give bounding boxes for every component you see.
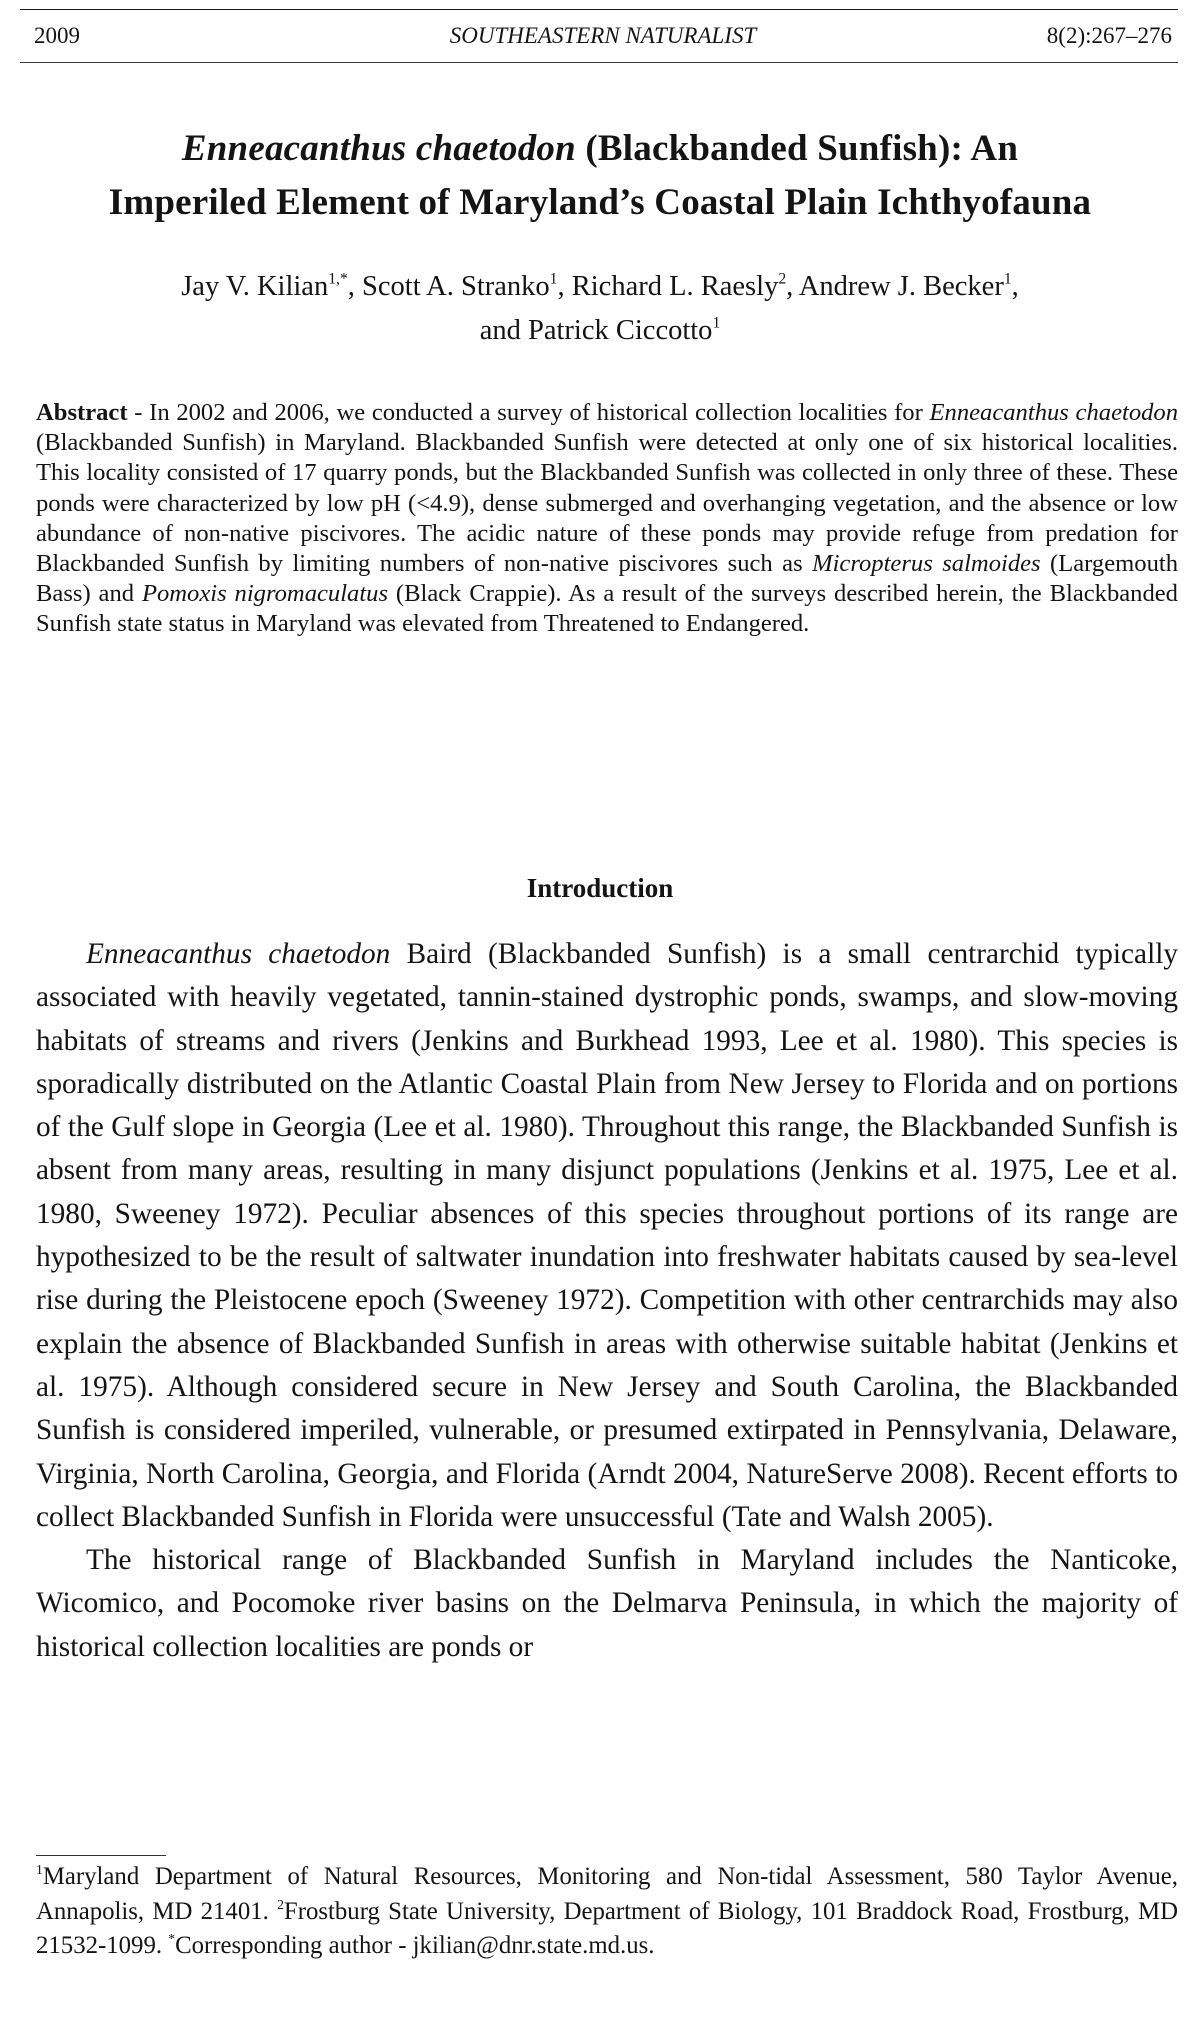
footnote-rule — [36, 1855, 166, 1856]
publication-year: 2009 — [34, 23, 80, 48]
author-line-1 — [20, 265, 1180, 309]
journal-name: SOUTHEASTERN NATURALIST — [449, 23, 757, 48]
author-list — [20, 265, 1180, 353]
introduction-body — [36, 933, 1178, 1669]
footnote-affiliation-2: Frostburg State University, Department of Biology, 101 Braddock Road, Frostburg, MD 21532-1099. — [36, 1897, 1178, 1959]
author-name: Jay V. Kilian — [181, 271, 329, 302]
author-separator: , — [557, 271, 572, 302]
footnote-affiliation-1: Maryland Department of Natural Resources, Monitoring and Non-tidal Assessment, 580 Taylor Avenue, Annapolis, MD 21401. — [36, 1863, 1178, 1925]
footnote-mark: * — [168, 1930, 176, 1946]
article-title — [20, 122, 1180, 230]
author-name: Andrew J. Becker — [798, 271, 1004, 302]
abstract-species-name: Micropterus salmoides — [812, 550, 1041, 578]
title-line-1 — [20, 122, 1180, 176]
abstract-text: - In 2002 and 2006, we conducted a survey of historical collection localities for — [127, 399, 930, 426]
author-affiliation-mark: 1 — [549, 270, 558, 288]
volume-pages: 8(2):267–276 — [1046, 23, 1172, 48]
abstract-label: Abstract — [36, 399, 128, 426]
author-name: and Patrick Ciccotto — [479, 315, 713, 346]
author-affiliation-mark: 1 — [1003, 270, 1012, 288]
author-name: Scott A. Stranko — [362, 271, 550, 302]
abstract-species-name: Pomoxis nigromaculatus — [141, 580, 389, 608]
body-species-name: Enneacanthus chaetodon — [86, 938, 391, 970]
abstract-text: (Black Crappie). As a result of the surveys described herein, the Blackbanded Sunfish state status in Maryland was elevated from Threatened to Endangered. — [36, 580, 1178, 638]
abstract — [36, 398, 1178, 640]
section-heading-introduction: Introduction — [526, 873, 674, 903]
footnote-corresponding-author: Corresponding author - jkilian@dnr.state.md.us. — [175, 1932, 655, 1959]
author-separator: , — [786, 271, 799, 302]
running-head — [34, 18, 1172, 54]
footnote-mark: 2 — [277, 1896, 284, 1912]
body-paragraph-text: Baird (Blackbanded Sunfish) is a small centrarchid typically associated with heavily vegetated, tannin-stained dystrophic ponds, swamps, and slow-moving habitats of streams and rivers (Jenkins and Burkhead 1993, Lee et al. 1980). This species is sporadically distributed on the Atlantic Coastal Plain from New Jersey to Florida and on portions of the Gulf slope in Georgia (Lee et al. 1980). Throughout this range, the Blackbanded Sunfish is absent from many areas, resulting in many disjunct populations (Jenkins et al. 1975, Lee et al. 1980, Sweeney 1972). Peculiar absences of this species throughout portions of its range are hypothesized to be the result of saltwater inundation into freshwater habitats caused by sea-level rise during the Pleistocene epoch (Sweeney 1972). Competition with other centrarchids may also explain the absence of Blackbanded Sunfish in areas with otherwise suitable habitat (Jenkins et al. 1975). Although considered secure in New Jersey and South Carolina, the Blackbanded Sunfish is considered imperiled, vulnerable, or presumed extirpated in Pennsylvania, Delaware, Virginia, North Carolina, Georgia, and Florida (Arndt 2004, NatureServe 2008). Recent efforts to collect Blackbanded Sunfish in Florida were unsuccessful (Tate and Walsh 2005). — [36, 938, 1178, 1533]
abstract-species-name: Enneacanthus chaetodon — [929, 399, 1179, 426]
author-affiliation-mark: 1,* — [328, 270, 348, 288]
header-bottom-rule — [20, 62, 1178, 63]
body-paragraph: The historical range of Blackbanded Sunfish in Maryland includes the Nanticoke, Wicomico, and Pocomoke river basins on the Delmarva Peninsula, in which the majority of historical collection localities are ponds or — [36, 1544, 1178, 1663]
footnotes — [36, 1860, 1178, 1964]
author-separator: , — [1011, 271, 1019, 302]
body-paragraph — [36, 933, 1178, 1539]
author-affiliation-mark: 1 — [712, 314, 721, 332]
title-line-1-rest: (Blackbanded Sunfish): An — [575, 128, 1019, 169]
author-name: Richard L. Raesly — [571, 271, 779, 302]
author-separator: , — [347, 271, 363, 302]
header-top-rule — [20, 9, 1178, 10]
abstract-text: (Blackbanded Sunfish) in Maryland. Blackbanded Sunfish were detected at only one of six historical localities. This locality consisted of 17 quarry ponds, but the Blackbanded Sunfish was collected in only three of these. These ponds were characterized by low pH (<4.9), dense submerged and overhanging vegetation, and the absence or low abundance of non-native piscivores. The acidic nature of these ponds may provide refuge from predation for Blackbanded Sunfish by limiting numbers of non-native piscivores such as — [36, 429, 1178, 578]
title-line-2: Imperiled Element of Maryland’s Coastal Plain Ichthyofauna — [108, 182, 1092, 223]
author-affiliation-mark: 2 — [778, 270, 787, 288]
title-species-name: Enneacanthus chaetodon — [181, 128, 576, 169]
abstract-text: (Largemouth Bass) and — [36, 550, 1178, 608]
footnote-mark: 1 — [36, 1861, 43, 1877]
author-line-2 — [20, 309, 1180, 353]
